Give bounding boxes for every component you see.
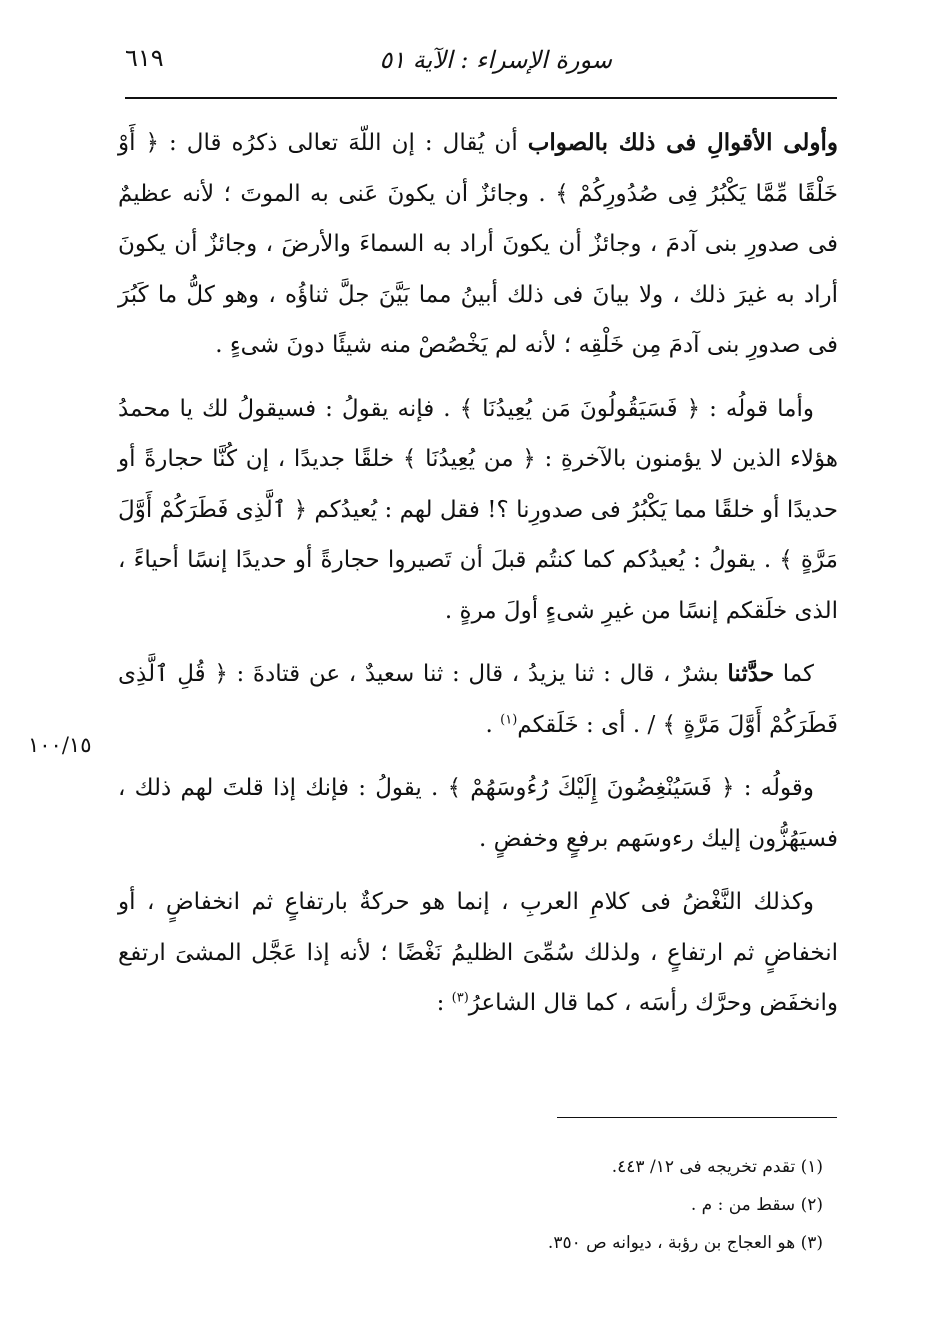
footnote-2: (٢) سقط من : م . <box>690 1195 823 1215</box>
header-rule <box>125 97 837 99</box>
hadith-chain-word: حدَّثنا <box>727 660 775 687</box>
margin-reference: ١٠٠/١٥ <box>28 733 92 757</box>
footnote-ref: (٣) <box>451 990 469 1006</box>
paragraph-5 <box>118 877 838 1029</box>
footnote-rule <box>557 1117 837 1118</box>
paragraph-text: بشرٌ ، قال : ثنا يزيدُ ، قال : ثنا سعيدٌ ، عن قتادةَ : ﴿ قُلِ ٱلَّذِى فَطَرَكُمْ أَوَّلَ مَرَّةٍ ﴾ / . أى : خَلَقكم <box>118 661 838 738</box>
page-header <box>125 38 837 88</box>
footnote-ref: (١) <box>500 711 518 727</box>
paragraph-text-post: . <box>485 711 501 738</box>
paragraph-2 <box>118 384 838 637</box>
footnote-3: (٣) هو العجاج بن رؤبة ، ديوانه ص ٣٥٠. <box>547 1233 823 1253</box>
footnote-1: (١) تقدم تخريجه فى ١٢/ ٤٤٣. <box>611 1157 823 1177</box>
main-text <box>118 118 838 1042</box>
footnotes <box>400 1148 823 1262</box>
paragraph-text: وأما قولُه : ﴿ فَسَيَقُولُونَ مَن يُعِيدُنَا ﴾ . فإنه يقولُ : فسيقولُ لك يا محمدُ هؤلاء الذين لا يؤمنون بالآخرةِ : ﴿ من يُعِيدُنَا ﴾ خلقًا جديدًا ، إن كُنَّا حجارةً أو حديدًا أو خلقًا مما يَكْبُرُ فى صدورِنا ؟! فقل لهم : يُعيدُكم ﴿ ٱلَّذِى فَطَرَكُمْ أَوَّلَ مَرَّةٍ ﴾ . يقولُ : يُعيدُكم كما كنتُم قبلَ أن تَصيروا حجارةً أو حديدًا إنسًا أحياءً ، الذى خلَقكم إنسًا من غيرِ شىءٍ أولَ مرةٍ . <box>118 395 838 624</box>
running-title: سورة الإسراء : الآية ٥١ <box>379 46 612 74</box>
paragraph-text-post: : <box>436 990 452 1016</box>
paragraph-3 <box>118 649 838 750</box>
page-number: ٦١٩ <box>125 44 164 72</box>
paragraph-lead: وأولى الأقوالِ فى ذلك بالصواب <box>527 129 838 156</box>
paragraph-text: وقولُه : ﴿ فَسَيُنْغِضُونَ إِلَيْكَ رُءُوسَهُمْ ﴾ . يقولُ : فإنك إذا قلتَ لهم ذلك ، فسيَهُزُّون إليك رءوسَهم برفعٍ وخفضٍ . <box>118 775 838 852</box>
paragraph-text: وكذلك النَّغْضُ فى كلامِ العربِ ، إنما هو حركةٌ بارتفاعٍ ثم انخفاضٍ ، أو انخفاضٍ ثم ارتفاعٍ ، ولذلك سُمِّىَ الظليمُ نَغْضًا ؛ لأنه إذا عَجَّل المشىَ ارتفع وانخفَض وحرَّك رأسَه ، كما قال الشاعرُ <box>118 889 838 1016</box>
paragraph-text: أن يُقال : إن اللّهَ تعالى ذكرُه قال : ﴿ أَوْ خَلْقًا مِّمَّا يَكْبُرُ فِى صُدُورِكُمْ ﴾ . وجائزٌ أن يكونَ عَنى به الموتَ ؛ لأنه عظيمٌ فى صدورِ بنى آدمَ ، وجائزٌ أن يكونَ أراد به السماءَ والأرضَ ، وجائزٌ أن يكونَ أراد به غيرَ ذلك ، ولا بيانَ فى ذلك أبينُ مما بَيَّنَ جلَّ ثناؤُه ، وهو كلُّ ما كَبُرَ فى صدورِ بنى آدمَ مِن خَلْقِه ؛ لأنه لم يَخْصُصْ منه شيئًا دونَ شىءٍ . <box>118 130 838 358</box>
paragraph-text-pre: كما <box>774 661 814 687</box>
paragraph-1 <box>118 118 838 371</box>
paragraph-4 <box>118 763 838 864</box>
